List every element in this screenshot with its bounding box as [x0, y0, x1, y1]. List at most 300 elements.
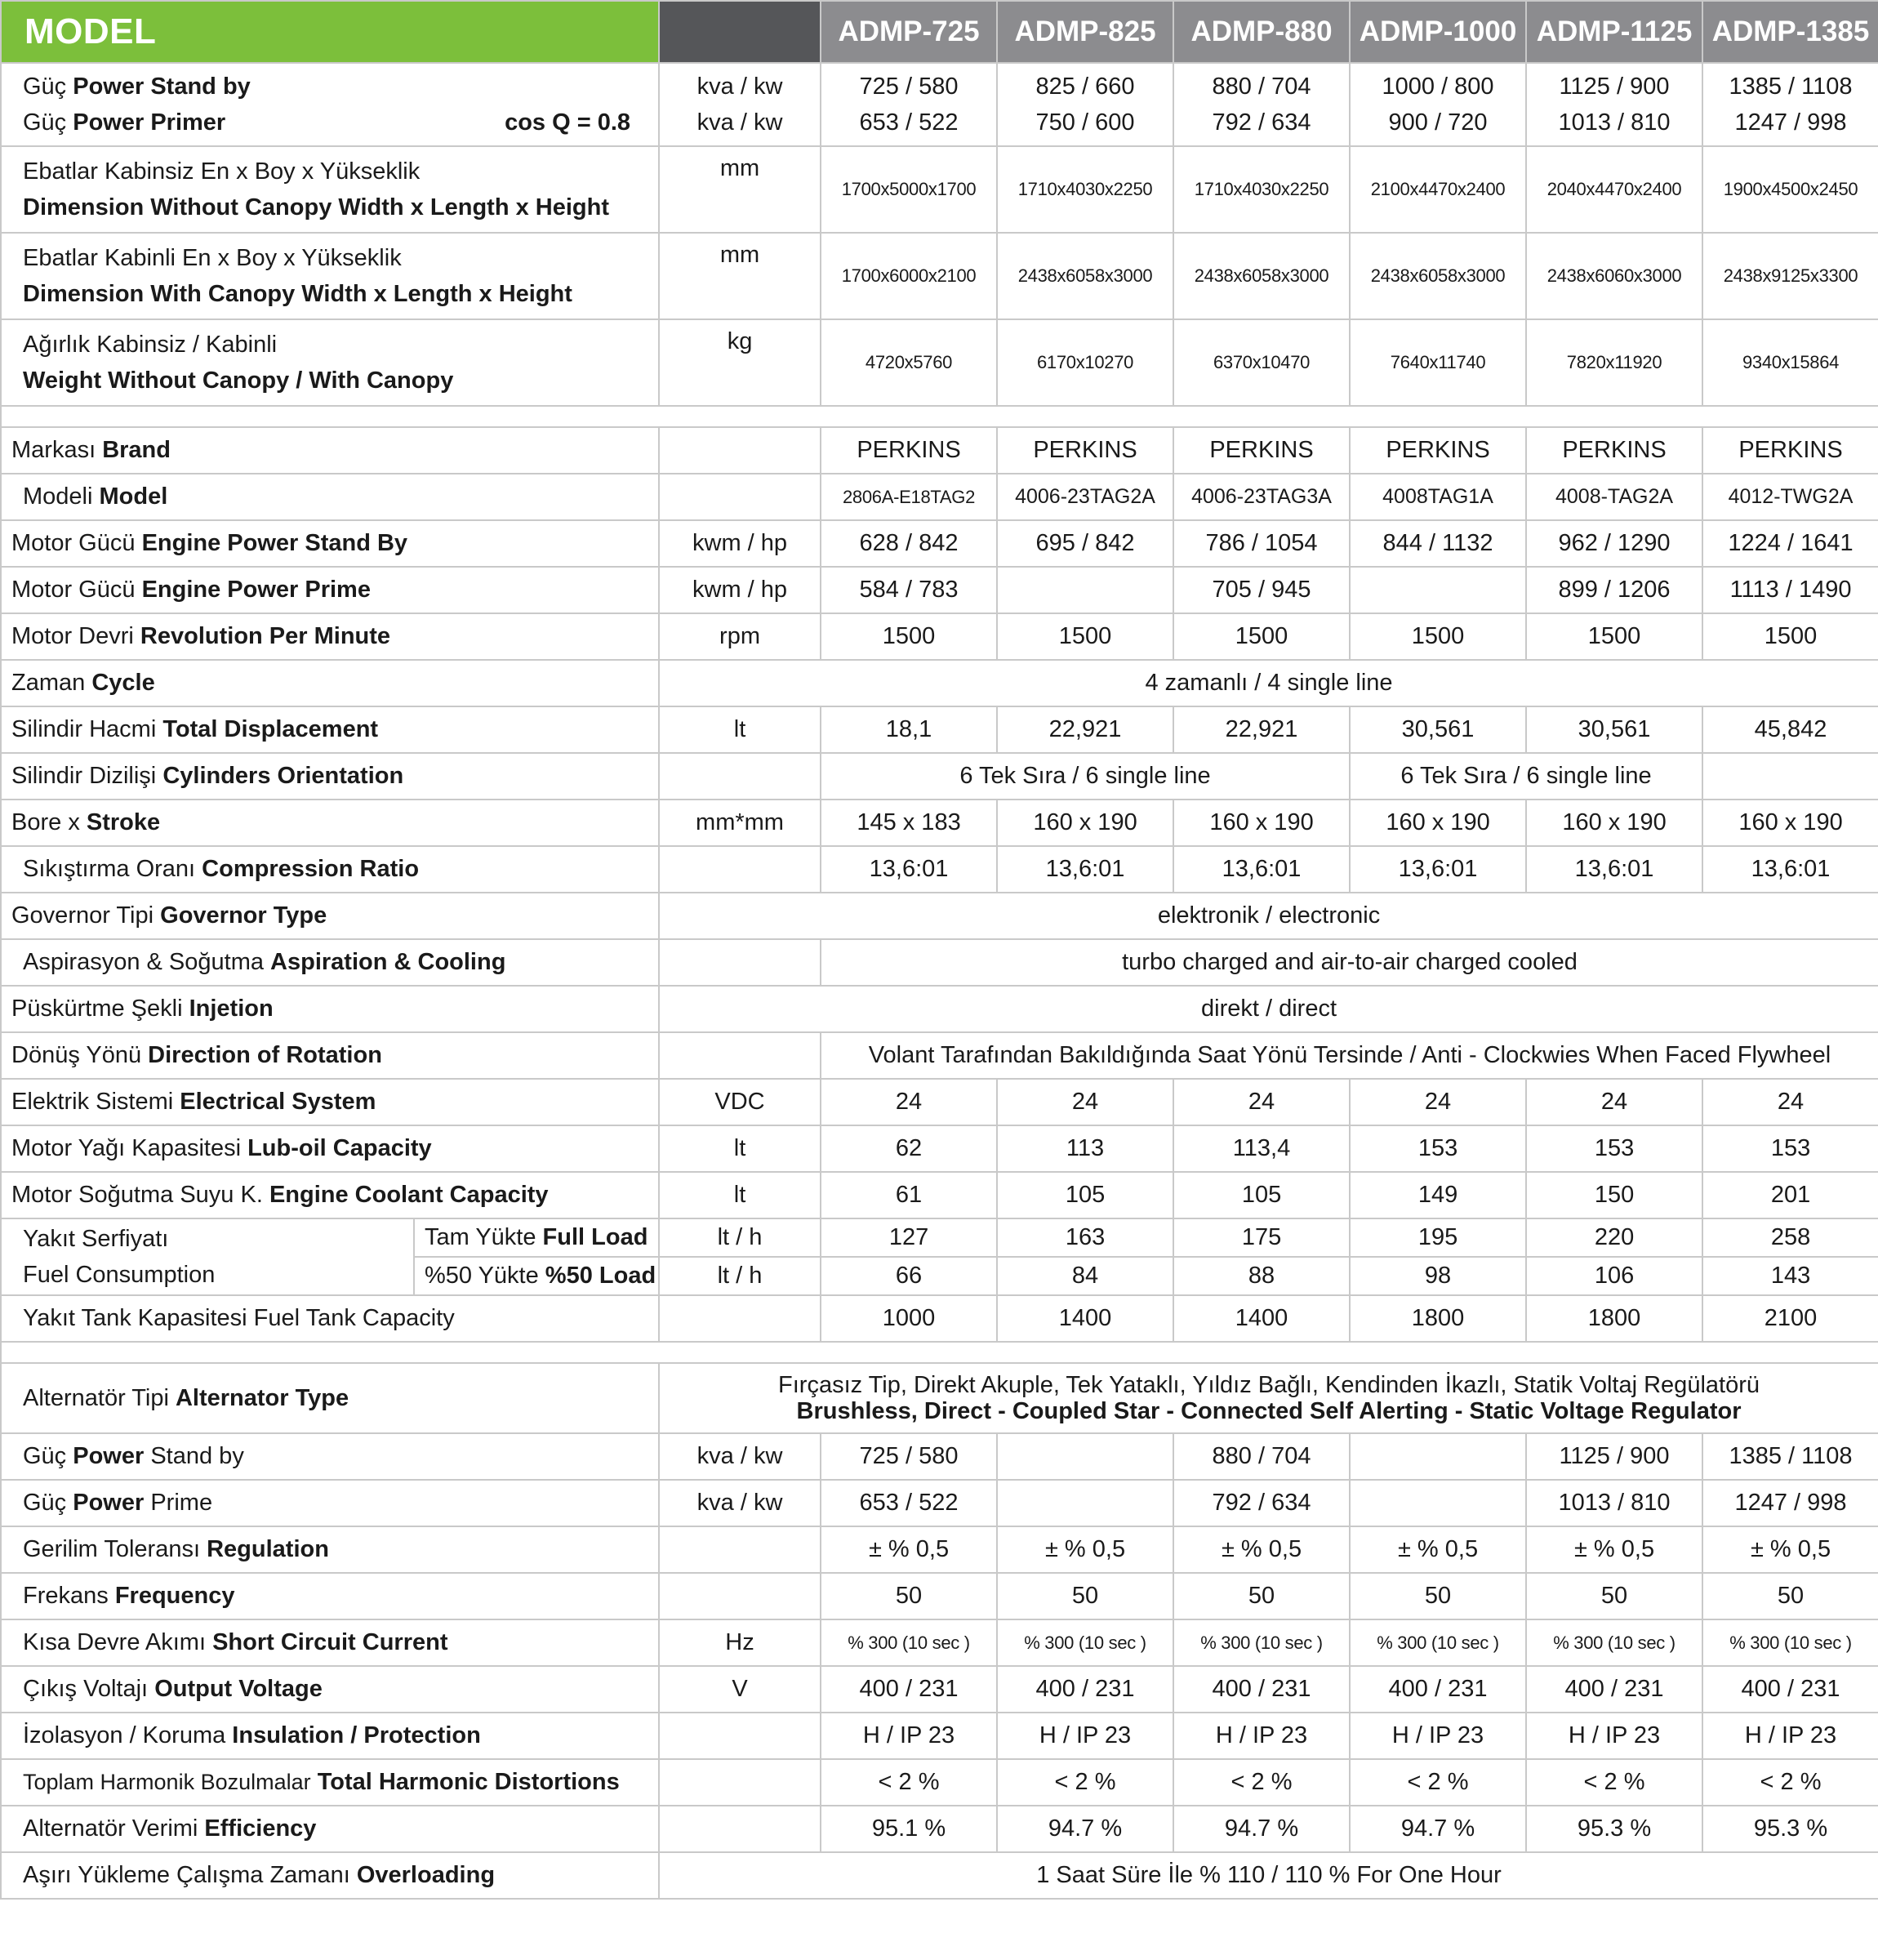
value-admp-1000: 2100x4470x2400 [1350, 146, 1526, 233]
row-label [1, 706, 659, 753]
value-admp-1000: 13,6:01 [1350, 846, 1526, 893]
value-admp-725: H / IP 23 [821, 1713, 997, 1759]
row-label [1, 1666, 659, 1713]
value-admp-1385: 400 / 231 [1702, 1666, 1878, 1713]
value-admp-1385: % 300 (10 sec ) [1702, 1619, 1878, 1666]
governor-value: elektronik / electronic [659, 893, 1878, 939]
value-admp-1125: 1013 / 810 [1526, 1480, 1702, 1526]
unit-cell: lt [659, 1125, 821, 1172]
label-tr: Güç [23, 109, 67, 136]
value-admp-880: < 2 % [1173, 1759, 1350, 1806]
label-en: Fuel Consumption [23, 1262, 216, 1288]
injection-value: direkt / direct [659, 986, 1878, 1032]
section-gap-engine [1, 406, 1878, 427]
value-admp-825 [997, 1433, 1173, 1480]
unit-cell [659, 753, 821, 800]
value-admp-1125: 150 [1526, 1172, 1702, 1218]
label-en: Power Stand by [73, 74, 251, 100]
value-admp-825: H / IP 23 [997, 1713, 1173, 1759]
label-en: Power [73, 1443, 145, 1469]
primer-value: 792 / 634 [1212, 109, 1311, 136]
value-admp-725: 628 / 842 [821, 520, 997, 567]
label-tr: İzolasyon / Koruma [23, 1722, 226, 1748]
label-en: Stroke [86, 809, 161, 835]
value-admp-1125: 2040x4470x2400 [1526, 146, 1702, 233]
cylinders-value-a: 6 Tek Sıra / 6 single line [821, 753, 1350, 800]
label-tr: Modeli [23, 483, 93, 510]
unit-primer: kva / kw [696, 109, 783, 136]
value-admp-1385: 258 [1702, 1218, 1878, 1257]
label-en: Insulation / Protection [232, 1722, 481, 1748]
value-admp-880: 13,6:01 [1173, 846, 1350, 893]
value-admp-880: 24 [1173, 1079, 1350, 1125]
label-en: Power Primer [73, 109, 226, 136]
label-en: Engine Power Stand By [141, 530, 408, 556]
value-admp-880: 792 / 634 [1173, 1480, 1350, 1526]
value-admp-825: 1500 [997, 613, 1173, 660]
cylinders-value-b: 6 Tek Sıra / 6 single line [1350, 753, 1702, 800]
model-header-admp-1000: ADMP-1000 [1350, 1, 1526, 63]
unit-cell: lt [659, 1172, 821, 1218]
value-admp-880: 22,921 [1173, 706, 1350, 753]
row-label [1, 613, 659, 660]
frequency-row [1, 1573, 1878, 1619]
row-label [1, 1713, 659, 1759]
value-admp-1125: 160 x 190 [1526, 800, 1702, 846]
label-en: Direction of Rotation [148, 1042, 382, 1068]
value-admp-725: ± % 0,5 [821, 1526, 997, 1573]
primer-value: 750 / 600 [1035, 109, 1135, 136]
label-en: Output Voltage [154, 1676, 323, 1702]
label-tr: Kısa Devre Akımı [23, 1629, 207, 1655]
value-admp-725: % 300 (10 sec ) [821, 1619, 997, 1666]
value-admp-1385: 45,842 [1702, 706, 1878, 753]
value-admp-1125: PERKINS [1526, 427, 1702, 474]
label-en: Dimension Without Canopy Width x Length x Height [23, 194, 609, 220]
unit-cell [659, 1713, 821, 1759]
value-admp-825: 22,921 [997, 706, 1173, 753]
label-tr: Governor Tipi [11, 902, 154, 929]
label-tr: Motor Devri [11, 623, 134, 649]
value-admp-880: 88 [1173, 1257, 1350, 1295]
value-admp-1125: 962 / 1290 [1526, 520, 1702, 567]
standby-value: 1385 / 1108 [1729, 74, 1853, 100]
power-value-admp-1000 [1350, 63, 1526, 146]
model-header-admp-725: ADMP-725 [821, 1, 997, 63]
label-en: Engine Power Prime [141, 577, 371, 603]
row-label [1, 660, 659, 706]
unit-cell [659, 474, 821, 520]
row-label [1, 1363, 659, 1433]
label-tr: Güç [23, 1490, 67, 1516]
power-value-admp-725 [821, 63, 997, 146]
value-admp-725: < 2 % [821, 1759, 997, 1806]
unit-cell: VDC [659, 1079, 821, 1125]
value-admp-1125: H / IP 23 [1526, 1713, 1702, 1759]
label-tr: Frekans [23, 1583, 109, 1609]
value-admp-825: 105 [997, 1172, 1173, 1218]
value-admp-1125: 1125 / 900 [1526, 1433, 1702, 1480]
rpm-row [1, 613, 1878, 660]
model-row [1, 474, 1878, 520]
value-admp-1125: 153 [1526, 1125, 1702, 1172]
alternator-standby-row [1, 1433, 1878, 1480]
label-tail: Stand by [150, 1443, 244, 1469]
row-label [1, 1759, 659, 1806]
value-admp-1000: < 2 % [1350, 1759, 1526, 1806]
overloading-value: 1 Saat Süre İle % 110 / 110 % For One Hour [659, 1852, 1878, 1899]
unit: kg [727, 328, 753, 354]
value-admp-880: 1500 [1173, 613, 1350, 660]
value-admp-1000: ± % 0,5 [1350, 1526, 1526, 1573]
label-en: Engine Coolant Capacity [269, 1182, 549, 1208]
value-admp-1000 [1350, 1480, 1526, 1526]
label-tr: Bore x [11, 809, 80, 835]
label-en: Frequency [114, 1583, 235, 1609]
thd-row [1, 1759, 1878, 1806]
value-admp-1385: 1385 / 1108 [1702, 1433, 1878, 1480]
row-label [1, 474, 659, 520]
value-admp-880: 1710x4030x2250 [1173, 146, 1350, 233]
spacer [1, 1342, 1878, 1363]
compression-row [1, 846, 1878, 893]
row-label [1, 1125, 659, 1172]
row-label [1, 939, 659, 986]
value-admp-880: 113,4 [1173, 1125, 1350, 1172]
value-admp-1000: 7640x11740 [1350, 319, 1526, 406]
value-admp-825: 4006-23TAG2A [997, 474, 1173, 520]
value-admp-725: 1500 [821, 613, 997, 660]
value-admp-1385: 95.3 % [1702, 1806, 1878, 1852]
injection-row [1, 986, 1878, 1032]
value-admp-1125: 2438x6060x3000 [1526, 233, 1702, 319]
label-en: Aspiration & Cooling [270, 949, 506, 975]
displacement-row [1, 706, 1878, 753]
value-admp-725: 18,1 [821, 706, 997, 753]
label-en: Lub-oil Capacity [247, 1135, 432, 1161]
label-tr: Ağırlık Kabinsiz / Kabinli [23, 332, 278, 358]
value-admp-880: 6370x10470 [1173, 319, 1350, 406]
label-en: Injetion [189, 996, 274, 1022]
value-admp-1000: 1500 [1350, 613, 1526, 660]
value-admp-1000: 24 [1350, 1079, 1526, 1125]
value-admp-1125: 4008-TAG2A [1526, 474, 1702, 520]
alternator-prime-row [1, 1480, 1878, 1526]
unit-cell: lt / h [659, 1257, 821, 1295]
value-admp-1000: 50 [1350, 1573, 1526, 1619]
value-admp-1385: 4012-TWG2A [1702, 474, 1878, 520]
value-admp-725: 61 [821, 1172, 997, 1218]
label-tr: Çıkış Voltajı [23, 1676, 149, 1702]
weight-row [1, 319, 1878, 406]
label-en: Cycle [91, 670, 155, 696]
standby-value: 825 / 660 [1035, 74, 1135, 100]
unit-cell [659, 846, 821, 893]
value-admp-1385: ± % 0,5 [1702, 1526, 1878, 1573]
cycle-row [1, 660, 1878, 706]
unit-cell: V [659, 1666, 821, 1713]
unit-cell: kwm / hp [659, 567, 821, 613]
value-admp-1125: 899 / 1206 [1526, 567, 1702, 613]
value-admp-1000: % 300 (10 sec ) [1350, 1619, 1526, 1666]
value-admp-880: 94.7 % [1173, 1806, 1350, 1852]
unit-cell [659, 1806, 821, 1852]
aspiration-row [1, 939, 1878, 986]
value-admp-725: 24 [821, 1079, 997, 1125]
power-primer-label [23, 105, 652, 140]
value-admp-725: 50 [821, 1573, 997, 1619]
unit-cell: Hz [659, 1619, 821, 1666]
value-admp-725: 145 x 183 [821, 800, 997, 846]
unit-cell [659, 1759, 821, 1806]
label-tr: Dönüş Yönü [11, 1042, 142, 1068]
row-label [1, 427, 659, 474]
cos-phi: cos Q = 0.8 [505, 109, 631, 136]
row-label [1, 567, 659, 613]
value-admp-880: 1400 [1173, 1295, 1350, 1342]
value-admp-725: 95.1 % [821, 1806, 997, 1852]
row-label [1, 1619, 659, 1666]
value-admp-1000: 4008TAG1A [1350, 474, 1526, 520]
value-admp-880: 400 / 231 [1173, 1666, 1350, 1713]
label-tr: Aspirasyon & Soğutma [23, 949, 264, 975]
dim-no-canopy-row [1, 146, 1878, 233]
value-admp-1385: 9340x15864 [1702, 319, 1878, 406]
label-en: Total Harmonic Distortions [317, 1769, 620, 1795]
row-label [1, 1480, 659, 1526]
value-admp-825: ± % 0,5 [997, 1526, 1173, 1573]
cylinders-value-empty [1702, 753, 1878, 800]
value-admp-1385: 201 [1702, 1172, 1878, 1218]
unit-cell [659, 319, 821, 406]
row-label [1, 1806, 659, 1852]
value-admp-1125: < 2 % [1526, 1759, 1702, 1806]
value-admp-725: 400 / 231 [821, 1666, 997, 1713]
value-admp-1125: 400 / 231 [1526, 1666, 1702, 1713]
governor-row [1, 893, 1878, 939]
row-label [1, 1172, 659, 1218]
unit-cell [659, 1032, 821, 1079]
standby-value: 1125 / 900 [1559, 74, 1670, 100]
unit-cell [659, 63, 821, 146]
row-label [1, 1079, 659, 1125]
primer-value: 653 / 522 [859, 109, 959, 136]
value-admp-1125: 24 [1526, 1079, 1702, 1125]
power-value-admp-880 [1173, 63, 1350, 146]
row-label [1, 146, 659, 233]
value-admp-1385: 2100 [1702, 1295, 1878, 1342]
value-admp-825: PERKINS [997, 427, 1173, 474]
value-admp-1125: 50 [1526, 1573, 1702, 1619]
model-title: MODEL [1, 1, 659, 63]
value-admp-1125: 7820x11920 [1526, 319, 1702, 406]
insulation-row [1, 1713, 1878, 1759]
value-admp-1000 [1350, 567, 1526, 613]
label-tr: %50 Yükte [425, 1263, 539, 1289]
model-header-admp-1125: ADMP-1125 [1526, 1, 1702, 63]
row-label [1, 1032, 659, 1079]
value-admp-825: 24 [997, 1079, 1173, 1125]
label-tail: Prime [150, 1490, 213, 1516]
value-admp-725: 127 [821, 1218, 997, 1257]
dim-canopy-row [1, 233, 1878, 319]
model-header-admp-1385: ADMP-1385 [1702, 1, 1878, 63]
value-admp-1000: PERKINS [1350, 427, 1526, 474]
label-en: Electrical System [180, 1089, 376, 1115]
model-header-admp-880: ADMP-880 [1173, 1, 1350, 63]
power-value-admp-1125 [1526, 63, 1702, 146]
value-admp-825: 50 [997, 1573, 1173, 1619]
value-admp-880: 105 [1173, 1172, 1350, 1218]
value-admp-1125: 95.3 % [1526, 1806, 1702, 1852]
value-admp-725: 2806A-E18TAG2 [821, 474, 997, 520]
row-label [1, 1526, 659, 1573]
unit-cell [659, 427, 821, 474]
fuel-label [1, 1218, 414, 1295]
value-admp-1385: 1224 / 1641 [1702, 520, 1878, 567]
unit-cell [659, 1295, 821, 1342]
value-admp-1125: 13,6:01 [1526, 846, 1702, 893]
value-admp-825 [997, 1480, 1173, 1526]
value-admp-825: 2438x6058x3000 [997, 233, 1173, 319]
value-admp-825: 695 / 842 [997, 520, 1173, 567]
unit: mm [719, 155, 760, 181]
lube-oil-row [1, 1125, 1878, 1172]
value-admp-725: 653 / 522 [821, 1480, 997, 1526]
header-blank [659, 1, 821, 63]
power-value-admp-1385 [1702, 63, 1878, 146]
value-admp-725: 4720x5760 [821, 319, 997, 406]
label-tr: Püskürtme Şekli [11, 996, 183, 1022]
value-admp-1000: 160 x 190 [1350, 800, 1526, 846]
label-tr: Alternatör Verimi [23, 1815, 198, 1842]
value-admp-1000: 400 / 231 [1350, 1666, 1526, 1713]
value-admp-1385: 153 [1702, 1125, 1878, 1172]
primer-value: 1013 / 810 [1558, 109, 1671, 136]
label-tr: Elektrik Sistemi [11, 1089, 174, 1115]
label-en: Weight Without Canopy / With Canopy [23, 368, 454, 394]
aspiration-value: turbo charged and air-to-air charged cooled [821, 939, 1878, 986]
label-tr: Aşırı Yükleme Çalışma Zamanı [23, 1862, 350, 1888]
label-en: Power [73, 1490, 145, 1516]
value-admp-725: 62 [821, 1125, 997, 1172]
value-admp-1125: 1500 [1526, 613, 1702, 660]
unit-cell [659, 1573, 821, 1619]
unit: mm [719, 242, 760, 268]
value-admp-1000: 98 [1350, 1257, 1526, 1295]
unit-cell: kva / kw [659, 1433, 821, 1480]
unit-cell: lt [659, 706, 821, 753]
row-label [1, 1433, 659, 1480]
unit-cell: rpm [659, 613, 821, 660]
row-label [1, 800, 659, 846]
value-admp-880: 786 / 1054 [1173, 520, 1350, 567]
label-en: Total Displacement [162, 716, 379, 742]
value-admp-880: % 300 (10 sec ) [1173, 1619, 1350, 1666]
label-tr: Alternatör Tipi [23, 1384, 169, 1411]
value-admp-1125: ± % 0,5 [1526, 1526, 1702, 1573]
label-tr: Sıkıştırma Oranı [23, 856, 196, 882]
value-admp-825: 94.7 % [997, 1806, 1173, 1852]
value-admp-825: 163 [997, 1218, 1173, 1257]
row-label [1, 233, 659, 319]
power-standby-label [23, 69, 652, 105]
value-admp-880: PERKINS [1173, 427, 1350, 474]
value-admp-1385: 143 [1702, 1257, 1878, 1295]
value-admp-1000: 149 [1350, 1172, 1526, 1218]
value-admp-1385: 1113 / 1490 [1702, 567, 1878, 613]
value-admp-1000: H / IP 23 [1350, 1713, 1526, 1759]
power-label [1, 63, 659, 146]
value-admp-1385: PERKINS [1702, 427, 1878, 474]
label-tr: Ebatlar Kabinli En x Boy x Yükseklik [23, 245, 402, 271]
value-admp-1385: 160 x 190 [1702, 800, 1878, 846]
value-admp-825: 6170x10270 [997, 319, 1173, 406]
fuel-tank-row [1, 1295, 1878, 1342]
output-voltage-row [1, 1666, 1878, 1713]
row-label [1, 1852, 659, 1899]
engine-prime-row [1, 567, 1878, 613]
header-row [1, 1, 1878, 63]
value-admp-1125: % 300 (10 sec ) [1526, 1619, 1702, 1666]
unit-cell [659, 233, 821, 319]
section-gap-alternator [1, 1342, 1878, 1363]
value-admp-725: 66 [821, 1257, 997, 1295]
unit-cell: mm*mm [659, 800, 821, 846]
label-tr: Markası [11, 437, 96, 463]
value-admp-825: 1710x4030x2250 [997, 146, 1173, 233]
unit-standby: kva / kw [696, 74, 783, 100]
value-admp-1000: 1800 [1350, 1295, 1526, 1342]
label-tr: Güç [23, 74, 67, 100]
value-admp-1000 [1350, 1433, 1526, 1480]
value-admp-725: PERKINS [821, 427, 997, 474]
label-en: Alternator Type [175, 1384, 349, 1411]
value-admp-825: 13,6:01 [997, 846, 1173, 893]
value-admp-825: 160 x 190 [997, 800, 1173, 846]
cylinders-row [1, 753, 1878, 800]
bore-stroke-row [1, 800, 1878, 846]
label-tr: Ebatlar Kabinsiz En x Boy x Yükseklik [23, 158, 421, 185]
label-en: Brand [102, 437, 171, 463]
spacer [1, 406, 1878, 427]
value-admp-725: 13,6:01 [821, 846, 997, 893]
value-admp-1385: 1500 [1702, 613, 1878, 660]
brand-row [1, 427, 1878, 474]
label-tr: Gerilim Toleransı [23, 1536, 201, 1562]
value-admp-1000: 2438x6058x3000 [1350, 233, 1526, 319]
value-admp-880: ± % 0,5 [1173, 1526, 1350, 1573]
unit-cell [659, 939, 821, 986]
value-admp-825: 84 [997, 1257, 1173, 1295]
value-admp-825: 1400 [997, 1295, 1173, 1342]
value-admp-880: 50 [1173, 1573, 1350, 1619]
value-admp-1125: 220 [1526, 1218, 1702, 1257]
unit-cell [659, 146, 821, 233]
value-admp-1125: 30,561 [1526, 706, 1702, 753]
alternator-type-en: Brushless, Direct - Coupled Star - Connected Self Alerting - Static Voltage Regulator [796, 1398, 1742, 1424]
label-tr: Toplam Harmonik Bozulmalar [23, 1770, 311, 1794]
value-admp-725: 1000 [821, 1295, 997, 1342]
value-admp-1385: H / IP 23 [1702, 1713, 1878, 1759]
value-admp-1000: 153 [1350, 1125, 1526, 1172]
row-label [1, 319, 659, 406]
label-en: Short Circuit Current [212, 1629, 448, 1655]
value-admp-880: H / IP 23 [1173, 1713, 1350, 1759]
value-admp-1125: 1800 [1526, 1295, 1702, 1342]
alternator-type-row [1, 1363, 1878, 1433]
value-admp-1385: 2438x9125x3300 [1702, 233, 1878, 319]
